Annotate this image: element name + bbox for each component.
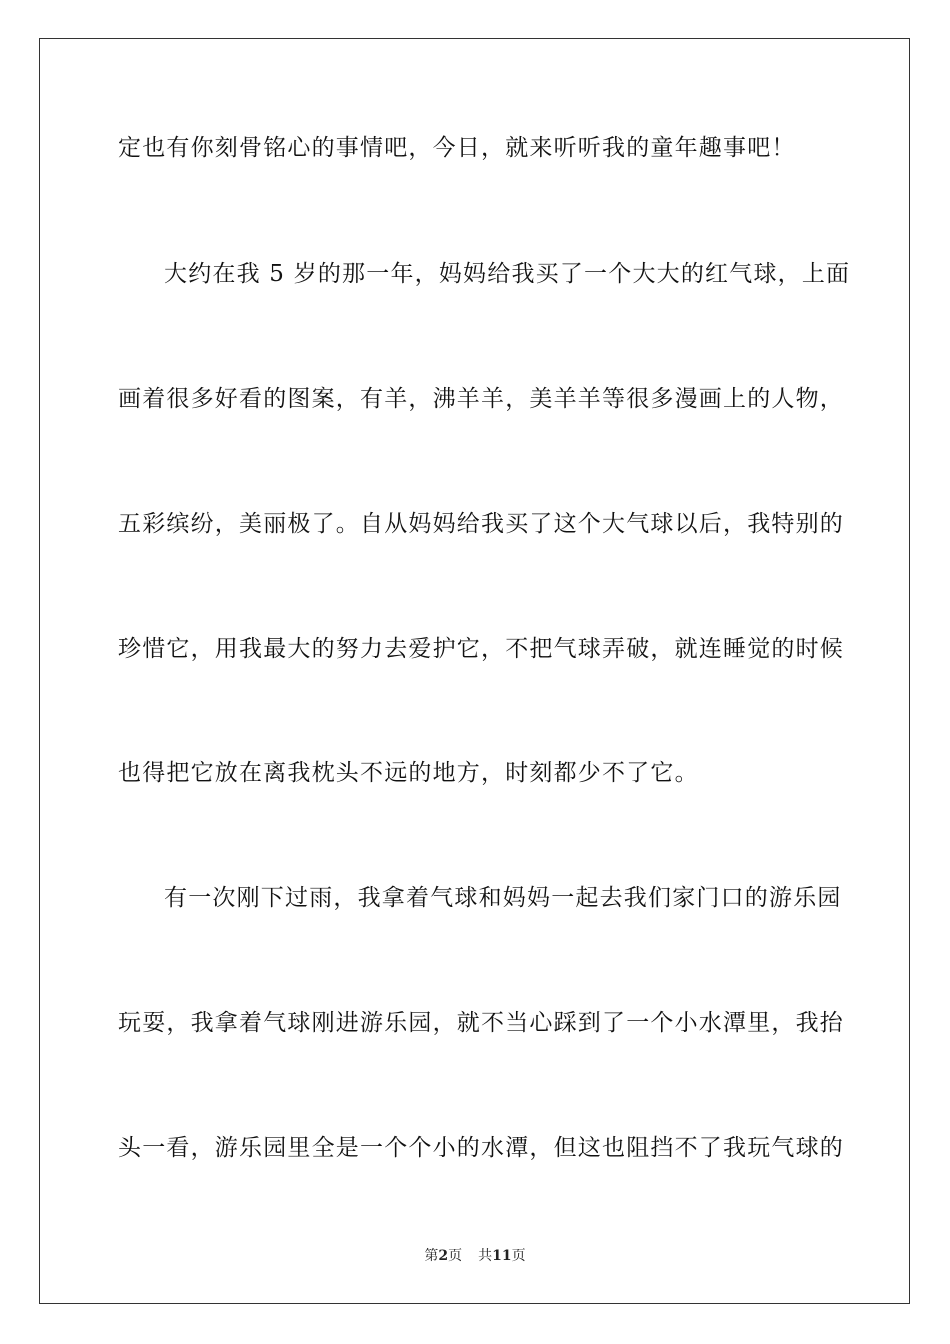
body-line-8: 玩耍，我拿着气球刚进游乐园，就不当心踩到了一个小水潭里，我抬 xyxy=(118,1010,844,1036)
body-line-2: 大约在我 5 岁的那一年，妈妈给我买了一个大大的红气球，上面 xyxy=(164,261,851,287)
page-suffix: 页 xyxy=(448,1248,463,1264)
body-line-9: 头一看，游乐园里全是一个个小的水潭，但这也阻挡不了我玩气球的 xyxy=(118,1135,844,1161)
body-line-3: 画着很多好看的图案，有羊，沸羊羊，美羊羊等很多漫画上的人物， xyxy=(118,386,844,412)
body-line-7: 有一次刚下过雨，我拿着气球和妈妈一起去我们家门口的游乐园 xyxy=(164,885,842,911)
page-footer xyxy=(0,1246,950,1266)
total-pages: 11 xyxy=(492,1248,512,1264)
page-number: 2 xyxy=(438,1248,449,1264)
body-line-1: 定也有你刻骨铭心的事情吧，今日，就来听听我的童年趣事吧！ xyxy=(118,135,796,161)
total-suffix: 页 xyxy=(511,1248,526,1264)
body-line-5: 珍惜它，用我最大的努力去爱护它，不把气球弄破，就连睡觉的时候 xyxy=(118,636,844,662)
page-border xyxy=(39,38,910,1304)
body-line-4: 五彩缤纷，美丽极了。自从妈妈给我买了这个大气球以后，我特别的 xyxy=(118,511,844,537)
total-prefix: 共 xyxy=(478,1248,493,1264)
page-prefix: 第 xyxy=(424,1248,439,1264)
body-line-6: 也得把它放在离我枕头不远的地方，时刻都少不了它。 xyxy=(118,760,699,786)
